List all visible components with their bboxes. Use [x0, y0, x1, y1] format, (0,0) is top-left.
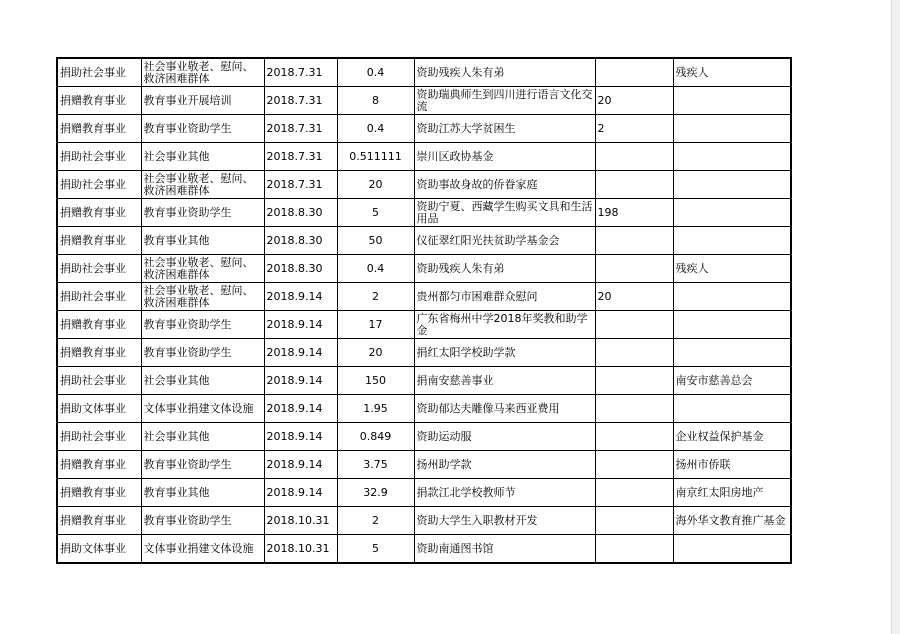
- date-cell: 2018.9.14: [264, 451, 337, 479]
- count-cell: 20: [595, 87, 673, 115]
- table-row: [57, 451, 791, 479]
- table-row: [57, 255, 791, 283]
- subcategory-cell: 社会事业敬老、慰问、救济困难群体: [141, 171, 264, 199]
- amount-cell: 20: [337, 171, 414, 199]
- recipient-cell: 扬州市侨联: [673, 451, 791, 479]
- subcategory-cell: 社会事业其他: [141, 423, 264, 451]
- amount-cell: 50: [337, 227, 414, 255]
- amount-cell: 8: [337, 87, 414, 115]
- subcategory-cell: 社会事业其他: [141, 367, 264, 395]
- date-cell: 2018.7.31: [264, 115, 337, 143]
- date-cell: 2018.9.14: [264, 479, 337, 507]
- table-row: [57, 143, 791, 171]
- subcategory-cell: 教育事业资助学生: [141, 507, 264, 535]
- count-cell: [595, 311, 673, 339]
- count-cell: [595, 395, 673, 423]
- date-cell: 2018.7.31: [264, 171, 337, 199]
- category-cell: 捐赠教育事业: [57, 227, 141, 255]
- recipient-cell: [673, 143, 791, 171]
- count-cell: [595, 58, 673, 87]
- date-cell: 2018.8.30: [264, 199, 337, 227]
- subcategory-cell: 社会事业其他: [141, 143, 264, 171]
- table-row: [57, 479, 791, 507]
- subcategory-cell: 教育事业资助学生: [141, 311, 264, 339]
- description-cell: 仪征翠红阳光扶贫助学基金会: [414, 227, 595, 255]
- date-cell: 2018.8.30: [264, 227, 337, 255]
- category-cell: 捐助社会事业: [57, 255, 141, 283]
- amount-cell: 20: [337, 339, 414, 367]
- description-cell: 资助江苏大学贫困生: [414, 115, 595, 143]
- count-cell: [595, 535, 673, 564]
- subcategory-cell: 社会事业敬老、慰问、救济困难群体: [141, 255, 264, 283]
- subcategory-cell: 教育事业开展培训: [141, 87, 264, 115]
- description-cell: 扬州助学款: [414, 451, 595, 479]
- description-cell: 广东省梅州中学2018年奖教和助学金: [414, 311, 595, 339]
- category-cell: 捐助社会事业: [57, 171, 141, 199]
- table-row: [57, 367, 791, 395]
- amount-cell: 0.4: [337, 58, 414, 87]
- table-row: [57, 283, 791, 311]
- table-row: [57, 535, 791, 564]
- category-cell: 捐赠教育事业: [57, 339, 141, 367]
- category-cell: 捐赠教育事业: [57, 87, 141, 115]
- description-cell: 资助宁夏、西藏学生购买文具和生活用品: [414, 199, 595, 227]
- subcategory-cell: 社会事业敬老、慰问、救济困难群体: [141, 58, 264, 87]
- description-cell: 资助瑞典师生到四川进行语言文化交流: [414, 87, 595, 115]
- page-edge-strip: [891, 0, 900, 634]
- subcategory-cell: 文体事业捐建文体设施: [141, 535, 264, 564]
- date-cell: 2018.9.14: [264, 367, 337, 395]
- category-cell: 捐助文体事业: [57, 535, 141, 564]
- table-row: [57, 115, 791, 143]
- category-cell: 捐助社会事业: [57, 58, 141, 87]
- description-cell: 崇川区政协基金: [414, 143, 595, 171]
- table-row: [57, 311, 791, 339]
- amount-cell: 5: [337, 199, 414, 227]
- category-cell: 捐赠教育事业: [57, 451, 141, 479]
- description-cell: 资助运动服: [414, 423, 595, 451]
- category-cell: 捐助文体事业: [57, 395, 141, 423]
- count-cell: [595, 143, 673, 171]
- subcategory-cell: 文体事业捐建文体设施: [141, 395, 264, 423]
- count-cell: [595, 171, 673, 199]
- date-cell: 2018.9.14: [264, 395, 337, 423]
- recipient-cell: 残疾人: [673, 58, 791, 87]
- amount-cell: 0.511111: [337, 143, 414, 171]
- count-cell: [595, 255, 673, 283]
- table-row: [57, 199, 791, 227]
- date-cell: 2018.9.14: [264, 423, 337, 451]
- amount-cell: 150: [337, 367, 414, 395]
- count-cell: 20: [595, 283, 673, 311]
- subcategory-cell: 教育事业资助学生: [141, 339, 264, 367]
- category-cell: 捐赠教育事业: [57, 311, 141, 339]
- category-cell: 捐赠教育事业: [57, 199, 141, 227]
- subcategory-cell: 社会事业敬老、慰问、救济困难群体: [141, 283, 264, 311]
- category-cell: 捐赠教育事业: [57, 115, 141, 143]
- category-cell: 捐助社会事业: [57, 143, 141, 171]
- date-cell: 2018.7.31: [264, 87, 337, 115]
- count-cell: [595, 479, 673, 507]
- recipient-cell: [673, 87, 791, 115]
- subcategory-cell: 教育事业资助学生: [141, 199, 264, 227]
- recipient-cell: 海外华文教育推广基金: [673, 507, 791, 535]
- recipient-cell: 南京红太阳房地产: [673, 479, 791, 507]
- amount-cell: 0.4: [337, 255, 414, 283]
- subcategory-cell: 教育事业其他: [141, 227, 264, 255]
- category-cell: 捐助社会事业: [57, 367, 141, 395]
- date-cell: 2018.8.30: [264, 255, 337, 283]
- date-cell: 2018.10.31: [264, 507, 337, 535]
- recipient-cell: [673, 115, 791, 143]
- category-cell: 捐助社会事业: [57, 283, 141, 311]
- subcategory-cell: 教育事业资助学生: [141, 451, 264, 479]
- amount-cell: 32.9: [337, 479, 414, 507]
- amount-cell: 2: [337, 507, 414, 535]
- amount-cell: 1.95: [337, 395, 414, 423]
- count-cell: [595, 423, 673, 451]
- amount-cell: 0.4: [337, 115, 414, 143]
- count-cell: [595, 227, 673, 255]
- description-cell: 资助事故身故的侨眷家庭: [414, 171, 595, 199]
- description-cell: 资助残疾人朱有弟: [414, 255, 595, 283]
- count-cell: 198: [595, 199, 673, 227]
- recipient-cell: [673, 199, 791, 227]
- table-row: [57, 87, 791, 115]
- amount-cell: 0.849: [337, 423, 414, 451]
- table-row: [57, 507, 791, 535]
- recipient-cell: [673, 395, 791, 423]
- table-row: [57, 395, 791, 423]
- category-cell: 捐助社会事业: [57, 423, 141, 451]
- subcategory-cell: 教育事业其他: [141, 479, 264, 507]
- category-cell: 捐赠教育事业: [57, 507, 141, 535]
- amount-cell: 5: [337, 535, 414, 564]
- date-cell: 2018.9.14: [264, 311, 337, 339]
- recipient-cell: [673, 227, 791, 255]
- recipient-cell: 残疾人: [673, 255, 791, 283]
- recipient-cell: [673, 311, 791, 339]
- description-cell: 资助郁达夫雕像马来西亚费用: [414, 395, 595, 423]
- table-row: [57, 423, 791, 451]
- count-cell: [595, 451, 673, 479]
- amount-cell: 17: [337, 311, 414, 339]
- date-cell: 2018.7.31: [264, 143, 337, 171]
- description-cell: 捐款江北学校教师节: [414, 479, 595, 507]
- date-cell: 2018.7.31: [264, 58, 337, 87]
- description-cell: 捐南安慈善事业: [414, 367, 595, 395]
- category-cell: 捐赠教育事业: [57, 479, 141, 507]
- date-cell: 2018.10.31: [264, 535, 337, 564]
- recipient-cell: 企业权益保护基金: [673, 423, 791, 451]
- description-cell: 捐红太阳学校助学款: [414, 339, 595, 367]
- amount-cell: 3.75: [337, 451, 414, 479]
- description-cell: 贵州都匀市困难群众慰问: [414, 283, 595, 311]
- count-cell: 2: [595, 115, 673, 143]
- description-cell: 资助残疾人朱有弟: [414, 58, 595, 87]
- description-cell: 资助大学生入职教材开发: [414, 507, 595, 535]
- recipient-cell: 南安市慈善总会: [673, 367, 791, 395]
- count-cell: [595, 339, 673, 367]
- count-cell: [595, 367, 673, 395]
- table-row: [57, 58, 791, 87]
- description-cell: 资助南通图书馆: [414, 535, 595, 564]
- table-row: [57, 171, 791, 199]
- recipient-cell: [673, 283, 791, 311]
- table-row: [57, 227, 791, 255]
- subcategory-cell: 教育事业资助学生: [141, 115, 264, 143]
- table-row: [57, 339, 791, 367]
- recipient-cell: [673, 339, 791, 367]
- count-cell: [595, 507, 673, 535]
- donation-table: [56, 57, 792, 564]
- recipient-cell: [673, 535, 791, 564]
- date-cell: 2018.9.14: [264, 339, 337, 367]
- date-cell: 2018.9.14: [264, 283, 337, 311]
- amount-cell: 2: [337, 283, 414, 311]
- recipient-cell: [673, 171, 791, 199]
